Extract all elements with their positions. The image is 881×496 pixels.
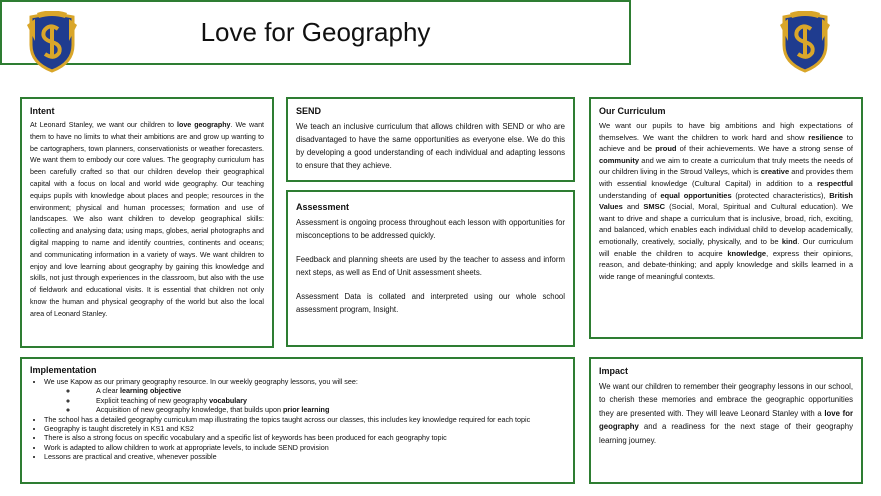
list-item	[78, 396, 565, 405]
curriculum-bold: British Values	[599, 190, 853, 212]
intent-text-part: . We want them to have no limits to what their ambitions are and grow up wanting to be cartographers, town planners, conservationists or weather forecasters. We want them to embody our core values. The geography curriculum has been carefully crafted so that our children develop their geographical capital with a focus on local and world wide geography. Our teaching equips pupils with knowledge about places and people; resources in the environment; physical and human processes; formation and use of landscapes. We also want children to develop geographical skills: collecting and analysing data; using maps, globes, aerial photographs and digital mapping to name and identify countries, continents and oceans; and communicating information in a variety of ways. We want children to enjoy and love learning about geography by gaining this knowledge and skills, not just through experiences in the classroom, but also with the use of fieldwork and educational visits. It is essential that children not only know the human and physical geography of the world but also the local area of Leonard Stanley.	[30, 121, 264, 318]
list-item	[78, 405, 565, 414]
assessment-panel	[286, 190, 575, 347]
curriculum-bold: kind	[781, 236, 798, 246]
assessment-heading: Assessment	[296, 202, 350, 212]
impact-bold-love-geography: love for geography	[599, 408, 853, 432]
list-item-text: We use Kapow as our primary geography resource. In our weekly geography lessons, you will see:	[44, 377, 358, 386]
assessment-p3: Assessment Data is collated and interpreted using our whole school assessment program, Insight.	[296, 292, 565, 314]
curriculum-text-part: and	[622, 202, 644, 212]
curriculum-bold: respectful	[817, 178, 853, 188]
list-item	[78, 386, 565, 395]
curriculum-bold: resilience	[808, 132, 843, 142]
intent-text	[30, 120, 264, 321]
send-text: We teach an inclusive curriculum that allows children with SEND or who are disadvantaged to have the same opportunities as everyone else. We do this by developing a good understanding of each individual and adapting lessons to ensure that they achieve.	[296, 122, 565, 170]
curriculum-bold: creative	[760, 167, 790, 177]
curriculum-bold: proud	[655, 144, 677, 154]
curriculum-bold: SMSC	[643, 202, 666, 212]
list-item-text: Acquisition of new geography knowledge, that builds upon	[96, 405, 284, 415]
curriculum-text-part: and we aim to create a curriculum that truly meets the needs of our children living in the Stroud Valleys, which is	[599, 155, 853, 177]
curriculum-heading: Our Curriculum	[599, 106, 666, 116]
curriculum-text-part: (protected characteristics),	[731, 190, 830, 200]
impact-text-part: and a readiness for the next stage of their geography learning journey.	[599, 422, 853, 445]
curriculum-text-part: understanding of	[599, 190, 661, 200]
curriculum-bold: community	[599, 155, 640, 165]
implementation-heading: Implementation	[30, 365, 97, 375]
send-heading: SEND	[296, 106, 322, 116]
list-item: • Work is adapted to allow children to work at appropriate levels, to include SEND provision	[44, 443, 565, 452]
list-item-text: A clear	[96, 386, 120, 396]
list-item-bold: vocabulary	[209, 395, 248, 405]
list-item-text: Explicit teaching of new geography	[96, 395, 210, 405]
curriculum-text-part: to achieve and be	[599, 132, 853, 154]
list-item-bold: learning objective	[119, 386, 182, 396]
assessment-p1: Assessment is ongoing process throughout each lesson with opportunities for misconceptions to be addressed quickly.	[296, 218, 565, 240]
list-item: • Lessons are practical and creative, whenever possible	[44, 452, 565, 461]
curriculum-text	[599, 120, 853, 282]
list-item: • The school has a detailed geography curriculum map illustrating the topics taught across our classes, this includes key knowledge required for each topic	[44, 415, 565, 424]
school-crest-left-icon	[27, 11, 77, 73]
impact-heading: Impact	[599, 366, 629, 376]
impact-panel	[589, 357, 863, 484]
implementation-sublist	[44, 386, 565, 414]
school-crest-right-icon	[780, 11, 830, 73]
list-item: • There is also a strong focus on specific vocabulary and a specific list of keywords has been produced for each geography topic	[44, 433, 565, 442]
list-item: • Geography is taught discretely in KS1 and KS2	[44, 424, 565, 433]
list-item	[44, 377, 565, 415]
curriculum-text-part: . Our curriculum will enable the children to acquire	[599, 236, 854, 258]
curriculum-text-part: , express their opinions, reason, and debate-thinking; and apply knowledge and skills learned in a wide range of meaningful contexts.	[599, 248, 853, 281]
curriculum-text-part: and provides them with essential knowledge (Cultural Capital) in addition to a	[599, 167, 853, 188]
page-title-box	[0, 0, 631, 65]
intent-bold-love-geography: love geography	[177, 121, 231, 129]
assessment-p2: Feedback and planning sheets are used by the teacher to assess and inform next steps, as well as End of Unit assessment sheets.	[296, 255, 565, 277]
intent-panel	[20, 97, 274, 348]
implementation-panel	[20, 357, 575, 484]
intent-text-part: At Leonard Stanley, we want our children to	[30, 121, 178, 129]
impact-text	[599, 380, 853, 447]
curriculum-panel	[589, 97, 863, 339]
send-panel	[286, 97, 575, 182]
curriculum-text-part: (Social, Moral, Spiritual and Cultural education). We want to drive and shape a curriculum that is inclusive, broad, rich, exciting, and balanced, which enables each individual child to develop academically, emotionally, creatively, socially, physically, and to be	[599, 202, 854, 246]
curriculum-bold: equal opportunities	[660, 190, 732, 200]
curriculum-text-part: of their achievements. We have a strong sense of	[676, 144, 853, 154]
intent-heading: Intent	[30, 106, 55, 116]
impact-text-part: We want our children to remember their geography lessons in our school, to cherish these memories and embrace the geographic opportunities they are presented with. They will leave Leonard Stanley with a	[599, 382, 853, 418]
curriculum-bold: knowledge	[727, 248, 767, 258]
list-item-bold: prior learning	[283, 405, 330, 415]
curriculum-text-part: We want our pupils to have big ambitions and high expectations of themselves. We want the children to work hard and show	[599, 121, 853, 142]
page-title: Love for Geography	[200, 17, 431, 47]
implementation-list	[30, 377, 565, 462]
